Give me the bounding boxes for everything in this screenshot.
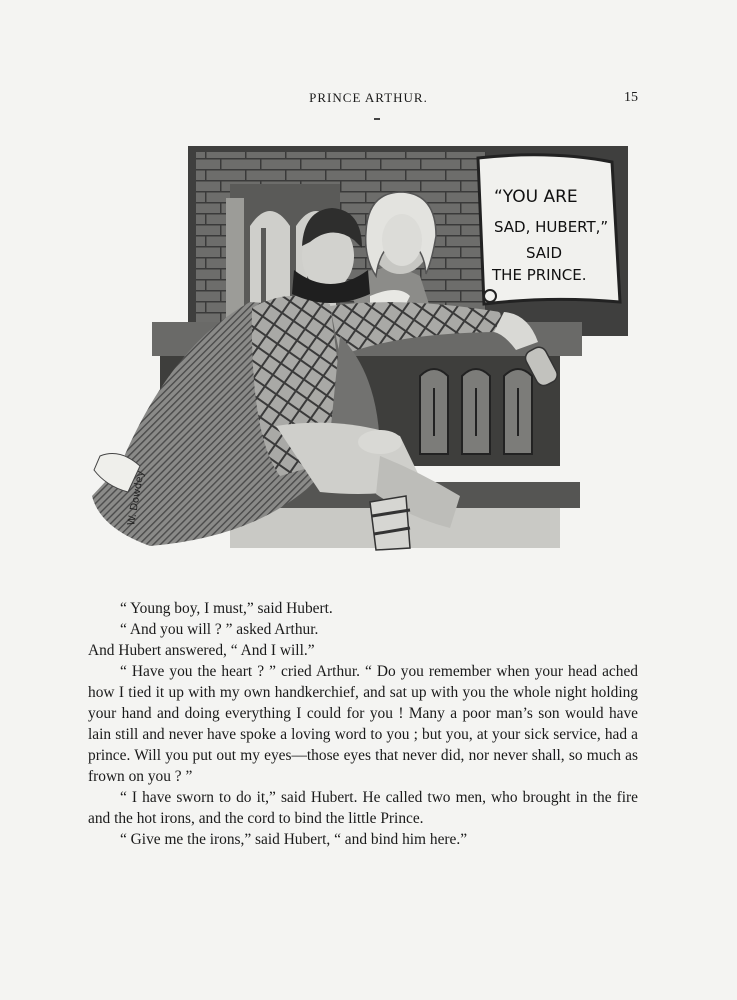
paragraph: “ Give me the irons,” said Hubert, “ and bind him here.” [120, 831, 468, 848]
illustration-drawing [80, 136, 640, 576]
illustration-hubert-and-arthur [80, 136, 640, 576]
ornament-mark [374, 118, 380, 120]
paragraph: And Hubert answered, “ And I will.” [88, 642, 315, 659]
banner-line-4: THE PRINCE. [492, 266, 587, 284]
banner-line-2: SAD, HUBERT,” [494, 218, 609, 236]
banner-line-1: “YOU ARE [494, 187, 578, 207]
paragraph: “ Young boy, I must,” said Hubert. [120, 600, 333, 617]
artist-signature: W. Dowdey [126, 469, 147, 527]
speech-banner [478, 155, 620, 304]
running-head [0, 90, 737, 110]
banner-line-3: SAID [526, 244, 563, 262]
page-number: 15 [624, 90, 638, 105]
paragraph: “ I have sworn to do it,” said Hubert. He called two men, who brought in the fire and the hot irons, and the cord to bind the little Prince. [88, 789, 638, 827]
running-title: PRINCE ARTHUR. [309, 90, 428, 105]
paragraph: “ And you will ? ” asked Arthur. [120, 621, 319, 638]
body-text [88, 598, 638, 850]
paragraph: “ Have you the heart ? ” cried Arthur. “ Do you remember when your head ached how I tied it up with my own handkerchief, and sat up with you the whole night holding your hand and doing everything I could for you ! Many a poor man’s son would have lain still and never have spoke a loving word to you ; but you, at your sick service, had a prince. Will you put out my eyes—those eyes that never did, nor never shall, so much as frown on you ? ” [88, 663, 638, 785]
